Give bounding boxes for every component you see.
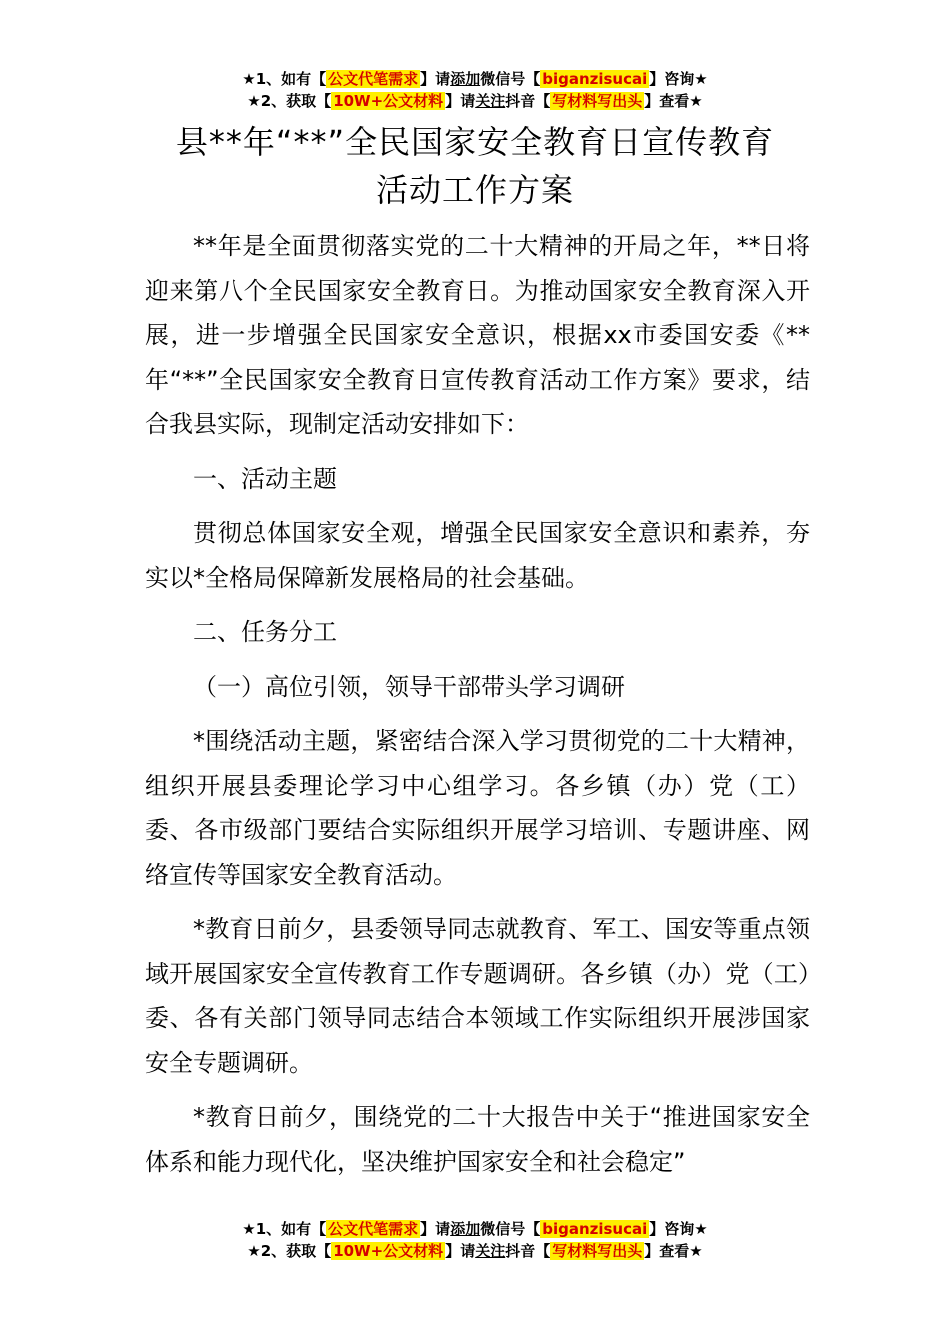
subsection-heading: （一）高位引领，领导干部带头学习调研 bbox=[193, 672, 625, 701]
douyin-account: 写材料写出头 bbox=[552, 1242, 643, 1260]
document-title bbox=[145, 118, 805, 214]
wechat-id: biganzisucai bbox=[542, 1220, 648, 1238]
promo-highlight: 10W+公文材料 bbox=[333, 1242, 444, 1260]
title-line-1: 县**年“**”全民国家安全教育日宣传教育 bbox=[175, 123, 775, 161]
wechat-id: biganzisucai bbox=[542, 70, 648, 88]
promo-highlight: 公文代笔需求 bbox=[328, 1220, 419, 1238]
title-line-2: 活动工作方案 bbox=[375, 171, 574, 209]
promo-highlight: 10W+公文材料 bbox=[333, 92, 444, 110]
body-paragraph: 贯彻总体国家安全观，增强全民国家安全意识和素养，夯实以*全格局保障新发展格局的社会基础。 bbox=[145, 519, 810, 592]
promo-highlight: 公文代笔需求 bbox=[328, 70, 419, 88]
body-paragraph: **年是全面贯彻落实党的二十大精神的开局之年，**日将迎来第八个全民国家安全教育日。为推动国家安全教育深入开展，进一步增强全民国家安全意识，根据xx市委国安委《**年“**”全民国家安全教育日宣传教育活动工作方案》要求，结合我县实际，现制定活动安排如下： bbox=[145, 232, 810, 438]
body-paragraph: *教育日前夕，县委领导同志就教育、军工、国安等重点领域开展国家安全宣传教育工作专题调研。各乡镇（办）党（工）委、各有关部门领导同志结合本领域工作实际组织开展涉国家安全专题调研。 bbox=[145, 915, 810, 1077]
header-promo-banner bbox=[0, 68, 950, 112]
footer-promo-banner bbox=[0, 1218, 950, 1262]
body-paragraph: *教育日前夕，围绕党的二十大报告中关于“推进国家安全体系和能力现代化，坚决维护国家安全和社会稳定” bbox=[145, 1103, 810, 1176]
promo-line-2: ★2、获取【 10W+公文材料 】请关注抖音【 写材料写出头 】查看★ bbox=[247, 92, 703, 110]
section-heading: 一、活动主题 bbox=[193, 464, 337, 493]
promo-line-2: ★2、获取【 10W+公文材料 】请关注抖音【 写材料写出头 】查看★ bbox=[247, 1242, 703, 1260]
promo-line-1: ★1、如有【 公文代笔需求 】请添加微信号【 biganzisucai 】咨询★ bbox=[242, 1220, 708, 1238]
document-body bbox=[145, 224, 810, 1194]
promo-line-1: ★1、如有【 公文代笔需求 】请添加微信号【 biganzisucai 】咨询★ bbox=[242, 70, 708, 88]
douyin-account: 写材料写出头 bbox=[552, 92, 643, 110]
body-paragraph: *围绕活动主题，紧密结合深入学习贯彻党的二十大精神，组织开展县委理论学习中心组学习。各乡镇（办）党（工）委、各市级部门要结合实际组织开展学习培训、专题讲座、网络宣传等国家安全教育活动。 bbox=[145, 727, 810, 889]
section-heading: 二、任务分工 bbox=[193, 618, 337, 646]
